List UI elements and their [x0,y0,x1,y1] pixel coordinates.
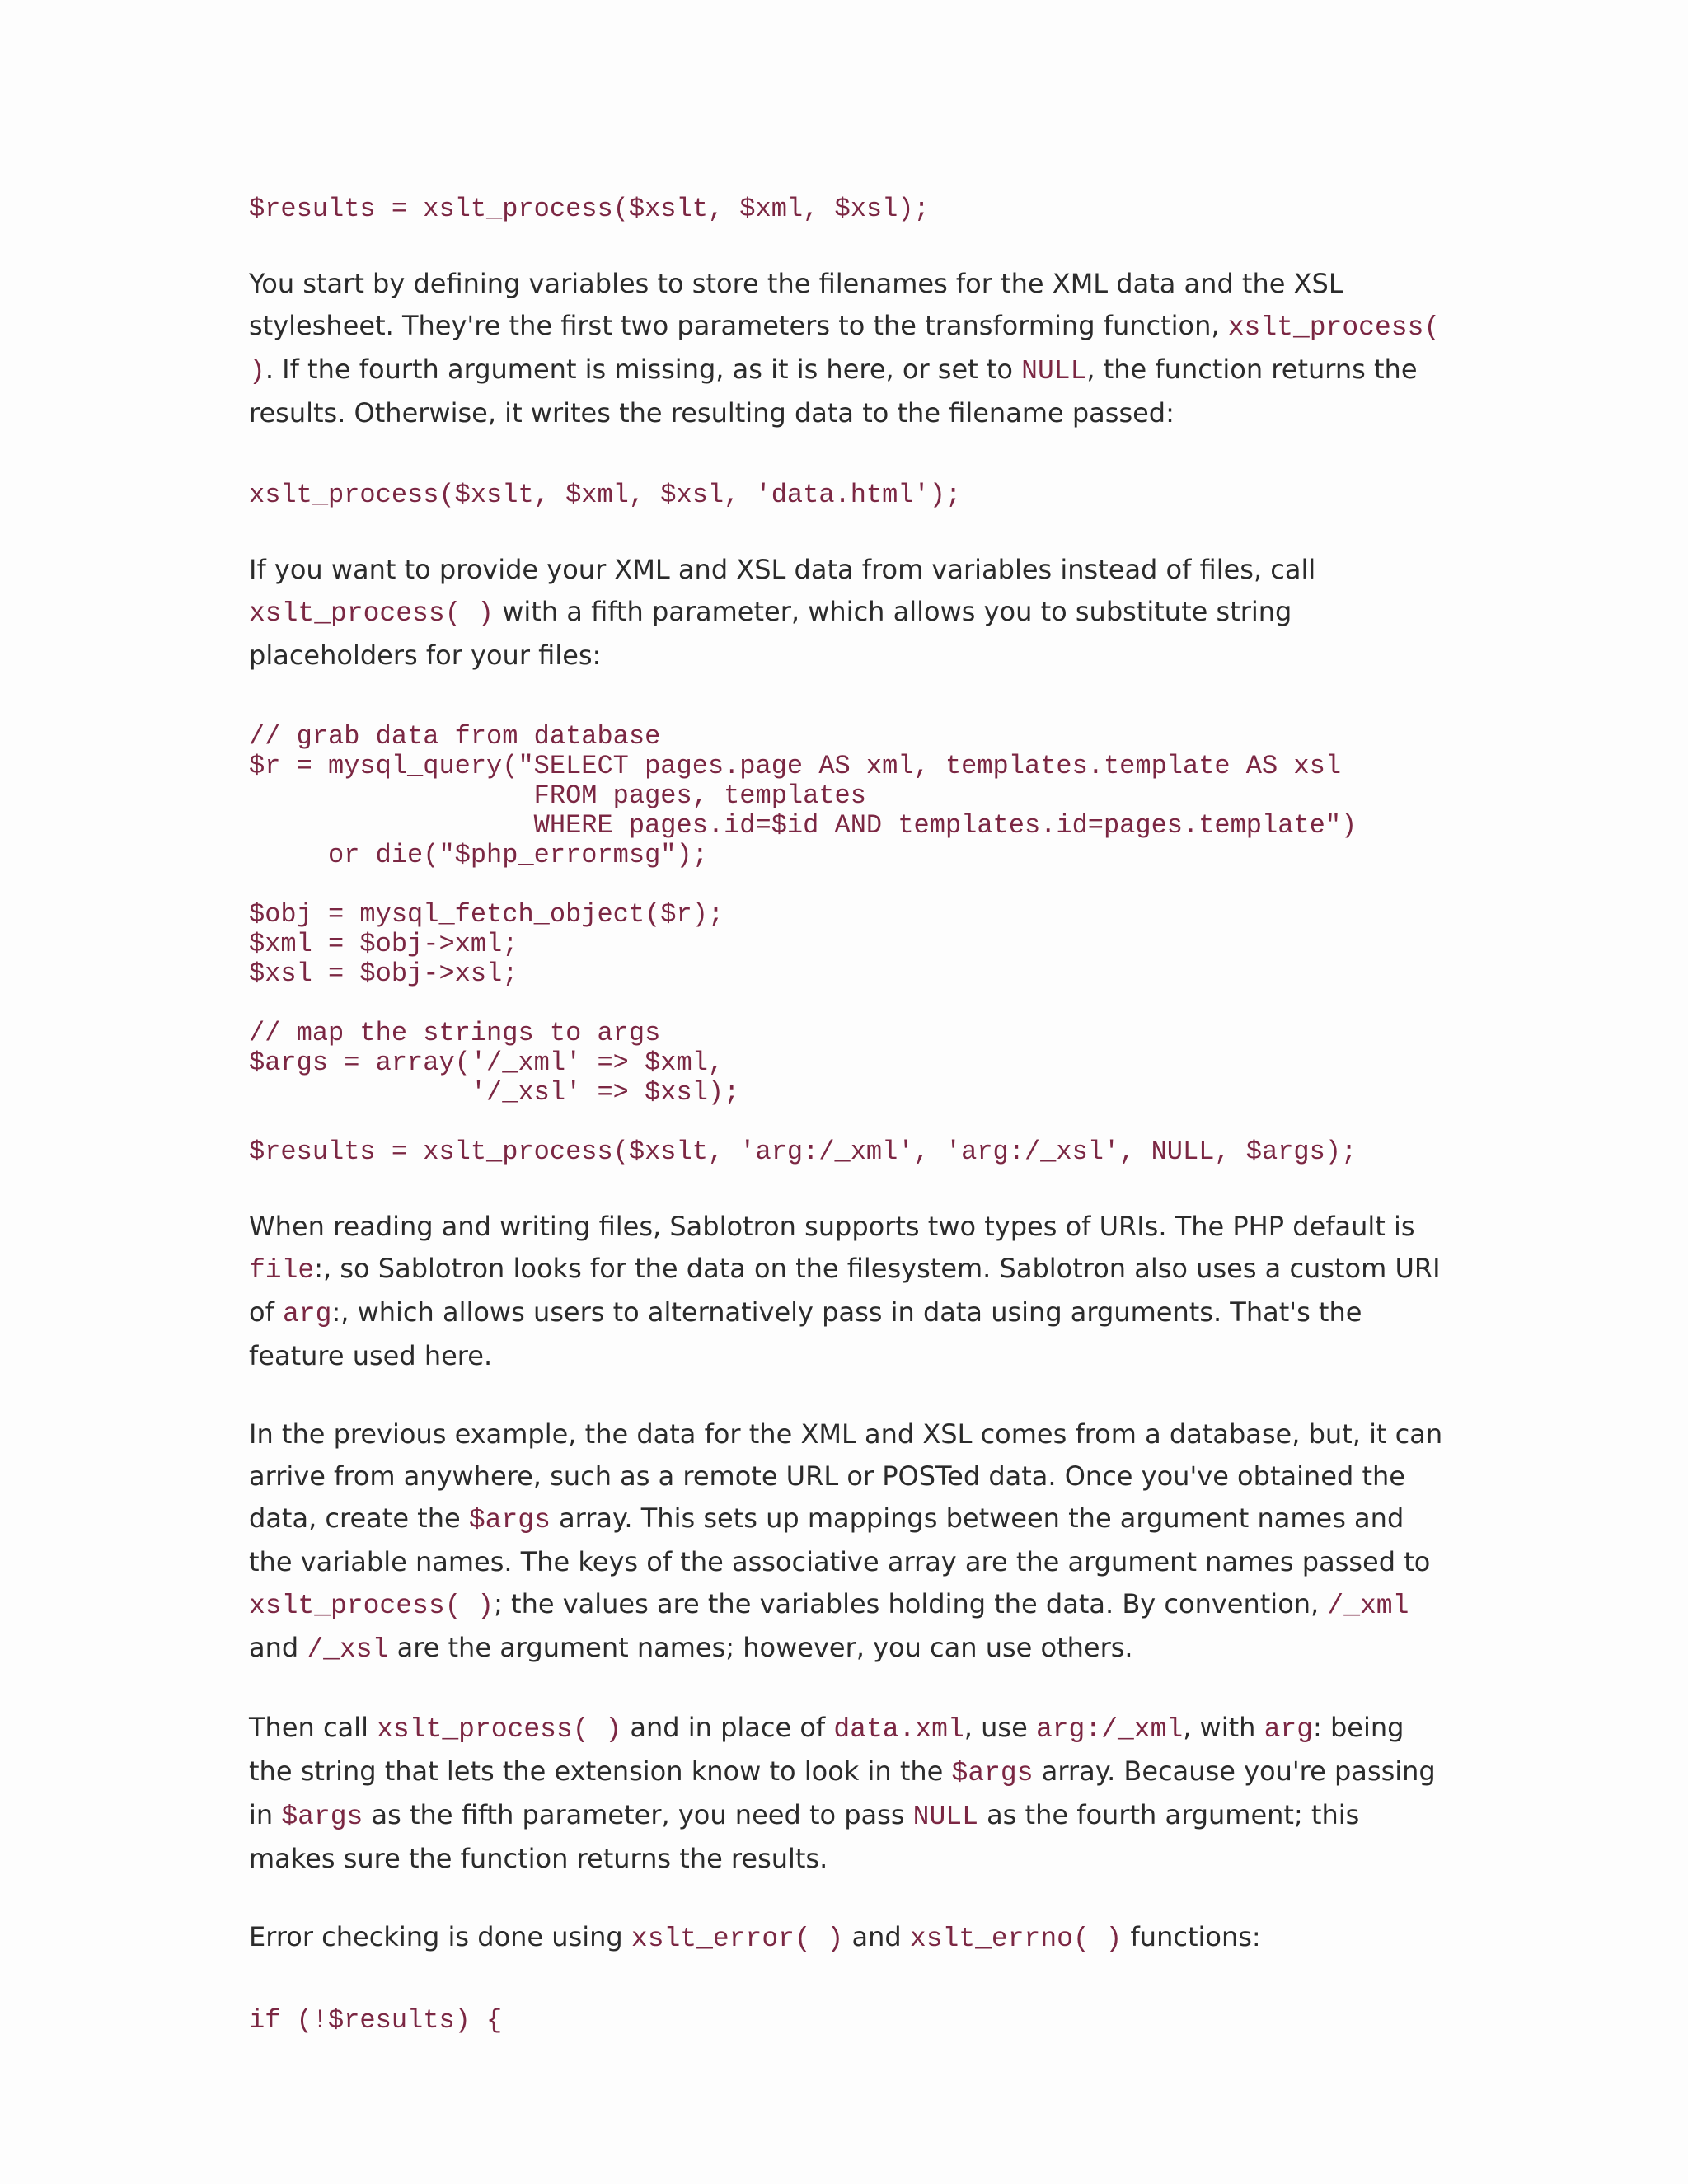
inline-code: xslt_process( ) [249,598,495,629]
paragraph-defining-variables [249,263,1452,434]
document-page [249,194,1452,2036]
inline-code: /_xsl [307,1634,389,1665]
inline-code: xslt_process( ) [377,1714,622,1745]
inline-code: arg [283,1299,332,1329]
text: Error checking is done using [249,1921,631,1952]
code-block-error-check: if (!$results) { [249,2005,503,2036]
text: ; the values are the variables holding the data. By convention, [494,1588,1328,1619]
code-block-database-example: // grab data from database $r = mysql_query("SELECT pages.page AS xml, templates.template AS xsl FROM pages, templates WHERE pages.id=$id AND templates.id=pages.template") or die("$php_errormsg"); $obj = mysql_fetch_object($r); $xml = $obj->xml; $xsl = $obj->xsl; // map the strings to args $args = array('/_xml' => $xml, '/_xsl' => $xsl); $results = xslt_process($xslt, 'arg:/_xml', 'arg:/_xsl', NULL, $args); [249,721,1357,1167]
text: as the fourth argument; this makes sure the function returns the results. [249,1799,1360,1874]
inline-code: xslt_errno( ) [909,1924,1123,1954]
text: , use [964,1712,1036,1743]
text: . If the fourth argument is missing, as it is here, or set to [265,354,1022,385]
text: You start by defining variables to store the filenames for the XML data and the XSL stylesheet. They're the first two parameters to the transforming function, [249,268,1343,341]
text: When reading and writing files, Sablotron supports two types of URIs. The PHP default is [249,1211,1415,1242]
text: :, so Sablotron looks for the data on the filesystem. Sablotron also uses a custom URI of [249,1253,1441,1328]
inline-code: $args [281,1802,363,1832]
code-block-xslt-process-call: $results = xslt_process($xslt, $xml, $xsl); [249,194,930,224]
text: Then call [249,1712,377,1743]
text: array. This sets up mappings between the argument names and the variable names. The keys of the associative array are the argument names passed to [249,1502,1431,1577]
inline-code: arg [1264,1714,1314,1745]
inline-code: NULL [912,1802,978,1832]
text: : being the string that lets the extension know to look in the [249,1712,1404,1787]
inline-code: NULL [1021,356,1087,387]
text: as the fifth parameter, you need to pass [363,1799,913,1830]
inline-code: /_xml [1327,1591,1409,1621]
text: and in place of [621,1712,834,1743]
text: :, which allows users to alternatively pass in data using arguments. That's the feature used here. [249,1296,1362,1371]
text: and [843,1921,910,1952]
text: and [249,1632,307,1663]
text: In the previous example, the data for the XML and XSL comes from a database, but, it can arrive from anywhere, such as a remote URL or POSTed data. Once you've obtained the data, create the [249,1418,1443,1534]
text: If you want to provide your XML and XSL data from variables instead of files, call [249,554,1316,585]
inline-code: $args [951,1758,1034,1788]
inline-code: xslt_process( ) [249,312,1441,387]
inline-code: $args [468,1505,551,1535]
paragraph-call-process [249,1707,1452,1880]
inline-code: data.xml [833,1714,964,1745]
code-block-write-to-file: xslt_process($xslt, $xml, $xsl, 'data.html'); [249,480,962,510]
paragraph-args-array [249,1413,1452,1671]
inline-code: xslt_process( ) [249,1591,495,1621]
text: are the argument names; however, you can use others. [388,1632,1133,1663]
paragraph-sablotron-uris [249,1206,1452,1377]
text: functions: [1122,1921,1261,1952]
paragraph-error-checking [249,1916,1452,1960]
paragraph-fifth-parameter [249,549,1452,677]
inline-code: xslt_error( ) [631,1924,844,1954]
text: , with [1183,1712,1264,1743]
inline-code: file [249,1255,315,1286]
text: with a fifth parameter, which allows you to substitute string placeholders for your files: [249,596,1292,671]
text: , the function returns the results. Otherwise, it writes the resulting data to the filename passed: [249,354,1418,429]
text: array. Because you're passing in [249,1755,1436,1830]
inline-code: arg:/_xml [1035,1714,1184,1745]
